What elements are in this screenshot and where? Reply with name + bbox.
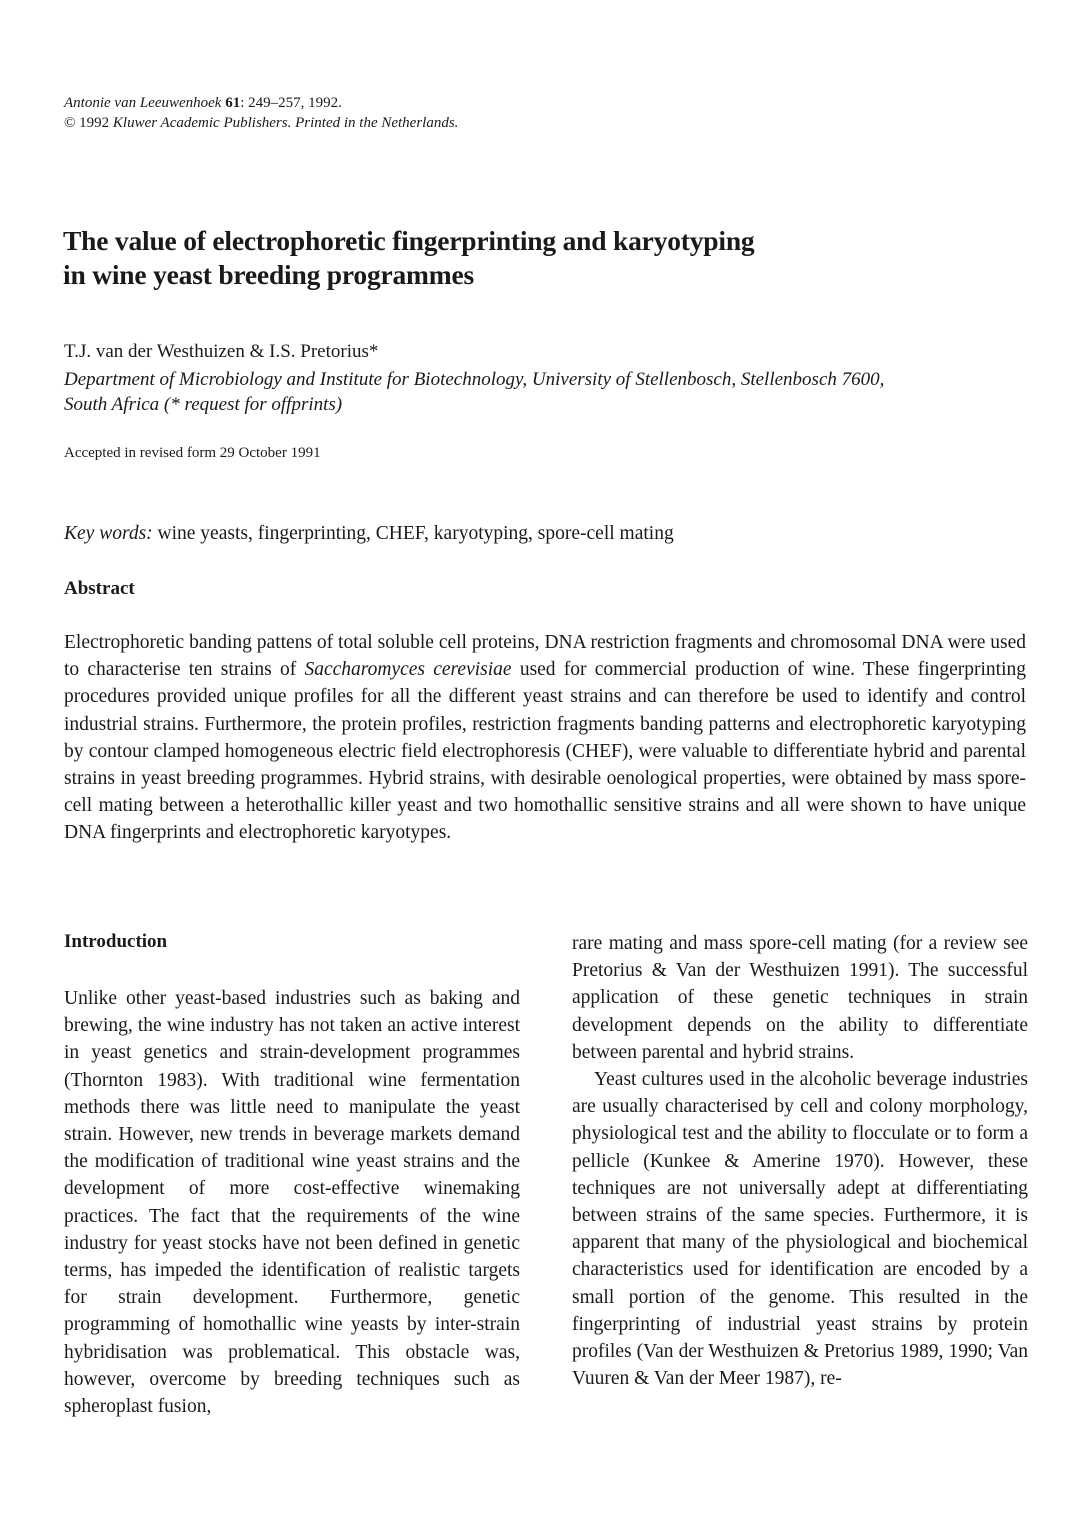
species-name: Saccharomyces cerevisiae [304,659,512,681]
introduction-heading: Introduction [64,931,168,952]
intro-paragraph-1-continued: rare mating and mass spore-cell mating (for a review see Pretorius & Van der Westhuizen 1991). The successful application of these genetic techniques in strain development depends on the ability to differentiate between parental and hybrid strains. [572,933,1028,1063]
keywords [64,523,674,545]
author-list: T.J. van der Westhuizen & I.S. Pretorius* [64,341,379,362]
accepted-date: Accepted in revised form 29 October 1991 [64,445,321,461]
journal-volume: 61 [225,95,241,111]
intro-paragraph-1: Unlike other yeast-based industries such as baking and brewing, the wine industry has not taken an active interest in yeast genetics and strain-development programmes (Thornton 1983). With traditional wine fermentation methods there was little need to manipulate the yeast strain. However, new trends in beverage markets demand the modification of traditional wine yeast strains and the development of more cost-effective winemaking practices. The fact that the requirements of the wine industry for yeast stocks have not been defined in genetic terms, has impeded the identification of realistic targets for strain development. Furthermore, genetic programming of homothallic wine yeasts by inter-strain hybridisation was problematical. This obstacle was, however, overcome by breeding techniques such as spheroplast fusion, [64,988,520,1418]
copyright-text: Kluwer Academic Publishers. Printed in the Netherlands. [112,115,459,131]
abstract-heading: Abstract [64,578,135,599]
journal-citation [64,93,458,133]
abstract-body [64,629,1026,847]
journal-pages-year: : 249–257, 1992. [240,95,342,111]
title-line-1: The value of electrophoretic fingerprinting and karyotyping [63,225,755,256]
affiliation-line-1: Department of Microbiology and Institute for Biotechnology, University of Stellenbosch, Stellenbosch 7600, [64,369,885,390]
title-line-2: in wine yeast breeding programmes [63,259,474,290]
paper-title [63,224,883,292]
keywords-text: wine yeasts, fingerprinting, CHEF, karyotyping, spore-cell mating [157,523,674,544]
intro-paragraph-2: Yeast cultures used in the alcoholic beverage industries are usually characterised by cell and colony morphology, physiological test and the ability to flocculate or to form a pellicle (Kunkee & Amerine 1970). However, these techniques are not universally adept at differentiating between strains of the same species. Furthermore, it is apparent that many of the physiological and biochemical characteristics used for identification are encoded by a small portion of the genome. This resulted in the fingerprinting of industrial yeast strains by protein profiles (Van der Westhuizen & Pretorius 1989, 1990; Van Vuuren & Van der Meer 1987), re- [572,1069,1028,1390]
abstract-text-1: Electrophoretic banding pattens of total soluble cell proteins, DNA restriction fragments and chromosomal DNA were used to characterise ten strains of [64,632,1026,681]
copyright-line [64,113,458,133]
journal-citation-line [64,93,458,113]
keywords-label: Key words: [64,523,153,544]
affiliation [64,367,1034,417]
introduction-right-column [572,930,1028,1392]
abstract-text-2: used for commercial production of wine. These fingerprinting procedures provided unique profiles for all the different yeast strains and can therefore be used to identify and control industrial strains. Furthermore, the protein profiles, restriction fragments banding patterns and electrophoretic karyotyping by contour clamped homogeneous electric field electrophoresis (CHEF), were valuable to differentiate hybrid and parental strains in yeast breeding programmes. Hybrid strains, with desirable oenological properties, were obtained by mass spore-cell mating between a heterothallic killer yeast and two homothallic sensitive strains and all were shown to have unique DNA fingerprints and electrophoretic karyotypes. [64,659,1027,844]
introduction-left-column [64,985,520,1420]
journal-name: Antonie van Leeuwenhoek [64,95,222,111]
copyright-prefix: © 1992 [64,115,110,131]
affiliation-line-2: South Africa (* request for offprints) [64,394,343,415]
